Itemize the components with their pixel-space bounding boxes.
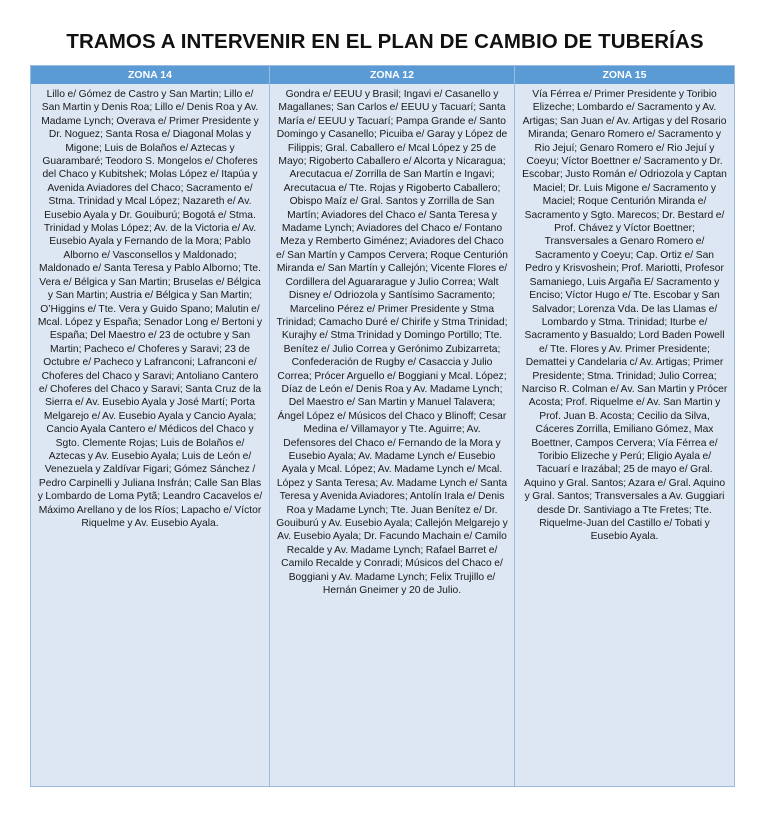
zone-column-14 (31, 66, 269, 786)
zone-column-15 (514, 66, 734, 786)
zone-header: ZONA 12 (270, 66, 514, 84)
page-title: TRAMOS A INTERVENIR EN EL PLAN DE CAMBIO DE TUBERÍAS (66, 30, 704, 53)
zone-sections-list: Lillo e/ Gómez de Castro y San Martin; Lillo e/ San Martin y Denis Roa; Lillo e/ Denis Roa y Av. Madame Lynch; Overava e/ Primer Presidente y Dr. Noguez; Santa Rosa e/ Diagonal Molas y Migone; Luis de Bolaños e/ Aztecas y Guarambaré; Teodoro S. Mongelos e/ Choferes del Chaco y Kubitshek; Molas López e/ Itapúa y Avenida Aviadores del Chaco; Sacramento e/ Stma. Trinidad y Mcal López; Nazareth e/ Av. Eusebio Ayala y Dr. Gouiburú; Bogotá e/ Stma. Trinidad y Molas López; Av. de la Victoria e/ Av. Eusebio Ayala y Fernando de la Mora; Pablo Alborno e/ Vasconsellos y Maldonado; Maldonado e/ Santa Teresa y Pablo Alborno; Tte. Vera e/ Bélgica y San Martin; Bruselas e/ Bélgica y San Martin; Austria e/ Bélgica y San Martin; O’Higgins e/ Tte. Vera y Guido Spano; Malutin e/ Mcal. López y España; Senador Long e/ Bertoni y España; Del Maestro e/ 23 de octubre y San Martin; Pacheco e/ Choferes y Saravi; 23 de Octubre e/ Pacheco y Lafranconi; Lafranconi e/ Choferes del Chaco y Saravi; Antoliano Cantero e/ Choferes del Chaco y Saravi; Santa Cruz de la Sierra e/ Av. Eusebio Ayala y José Martí; Porta Melgarejo e/ Av. Eusebio Ayala y Cancio Ayala; Cancio Ayala Cantero e/ Médicos del Chaco y Sgto. Clemente Rojas; Luis de Bolaños e/ Aztecas y Av. Eusebio Ayala; Luis de León e/ Venezuela y Zaldívar Figari; Gómez Sánchez / Pedro Carpinelli y Juliana Insfrán; Calle San Blas y Lombardo de Loma Pytã; Leandro Cacavelos e/ Máximo Arellano y de los Ríos; Lapacho e/ Víctor Riquelme y Av. Eusebio Ayala. (37, 89, 263, 529)
zone-column-12 (269, 66, 514, 786)
zones-table (30, 65, 735, 787)
zone-sections-list: Gondra e/ EEUU y Brasil; Ingavi e/ Casanello y Magallanes; San Carlos e/ EEUU y Tacuarí; Santa María e/ EEUU y Tacuarí; Pampa Grande e/ Santo Domingo y Casanello; Picuiba e/ Garay y López de Filippis; Gral. Caballero e/ Mcal López y 25 de Mayo; Rigoberto Caballero e/ Alcorta y Nicaragua; Arecutacua e/ Zorrilla de San Martín e Ingavi; Arecutacua e/ Tte. Rojas y Rigoberto Caballero; Obispo Maíz e/ Gral. Santos y Zorrilla de San Martín; Aviadores del Chaco e/ Santa Teresa y Madame Lynch; Aviadores del Chaco e/ Fontano Meza y Remberto Giménez; Aviadores del Chaco e/ San Martín y Campos Cervera; Roque Centurión Miranda e/ San Martín y Callejón; Vicente Flores e/ Cordillera del Aguararague y Julio Correa; Walt Disney e/ Odriozola y Santísimo Sacramento; Marcelino Pérez e/ Primer Presidente y Stma Trinidad; Camacho Duré e/ Chirife y Stma Trinidad; Kurajhy e/ Stma Trinidad y Domingo Portillo; Tte. Benítez e/ Julio Correa y Gerónimo Zubizarreta; Confederación de Rugby e/ Casaccia y Julio Correa; Prócer Arguello e/ Boggiani y Mcal. López; Díaz de León e/ Denis Roa y Av. Madame Lynch; Del Maestro e/ San Martin y Manuel Talavera; Ángel López e/ Músicos del Chaco y Blinoff; Cesar Medina e/ Villamayor y Tte. Aguirre; Av. Defensores del Chaco e/ Fernando de la Mora y Eusebio Ayala; Av. Madame Lynch e/ Eusebio Ayala y Mcal. López; Av. Madame Lynch e/ Mcal. López y Santa Teresa; Av. Madame Lynch e/ Santa Teresa y Avenida Aviadores; Antolín Irala e/ Denis Roa y Madame Lynch; Tte. Juan Benítez e/ Dr. Gouiburú y Av. Eusebio Ayala; Callejón Melgarejo y Av. Eusebio Ayala; Dr. Facundo Machain e/ Camilo Recalde y Av. Madame Lynch; Rafael Barret e/ Camilo Recalde y Conradi; Músicos del Chaco e/ Boggiani y Av. Madame Lynch; Felix Trujillo e/ Hernán Gneimer y 20 de Julio. (276, 89, 508, 597)
zone-header: ZONA 14 (31, 66, 269, 84)
zone-sections-list: Vía Férrea e/ Primer Presidente y Toribio Elizeche; Lombardo e/ Sacramento y Av. Artigas; San Juan e/ Av. Artigas y del Rosario Miranda; Genaro Romero e/ Sacramento y Rio Jejuí; Genaro Romero e/ Rio Jejuí y Coeyu; Víctor Boettner e/ Sacramento y Dr. Escobar; Justo Román e/ Odriozola y Captan Maciel; Dr. Luis Migone e/ Sacramento y Maciel; Roque Centurión Miranda e/ Sacramento y Sgto. Marecos; Dr. Bestard e/ Prof. Chávez y Víctor Boettner; Transversales a Genaro Romero e/ Sacramento y Coeyu; Cap. Ortiz e/ San Pedro y Krisvoshein; Prof. Mariotti, Profesor Samaniego, Luis Argaña E/ Sacramento y Enciso; Víctor Hugo e/ Tte. Escobar y San Salvador; Lorenza Vda. De las Llamas e/ Lombardo y Stma. Trinidad; Iturbe e/ Sacramento y Basualdo; Lord Baden Powell e/ Tte. Flores y Av. Primer Presidente; Demattei y Candelaria c/ Av. Artigas; Primer Presidente; Stma. Trinidad; Julio Correa; Narciso R. Colman e/ Av. San Martin y Prócer Acosta; Prof. Riquelme e/ Av. San Martin y Prof. Juan B. Acosta; Cecilio da Silva, Cáceres Zorrilla, Emiliano Gómez, Max Boettner, Campos Cervera; Vía Férrea e/ Toribio Elizeche y Perú; Eligio Ayala e/ Tacuarí e Irazábal; 25 de mayo e/ Gral. Aquino y Gral. Santos; Azara e/ Gral. Aquino y Gral. Santos; Transversales a Av. Guggiari desde Dr. Santiviago a Tte Fretes; Tte. Riquelme-Juan del Castillo e/ Tobati y Eusebio Ayala. (521, 89, 728, 543)
zone-header: ZONA 15 (515, 66, 734, 84)
